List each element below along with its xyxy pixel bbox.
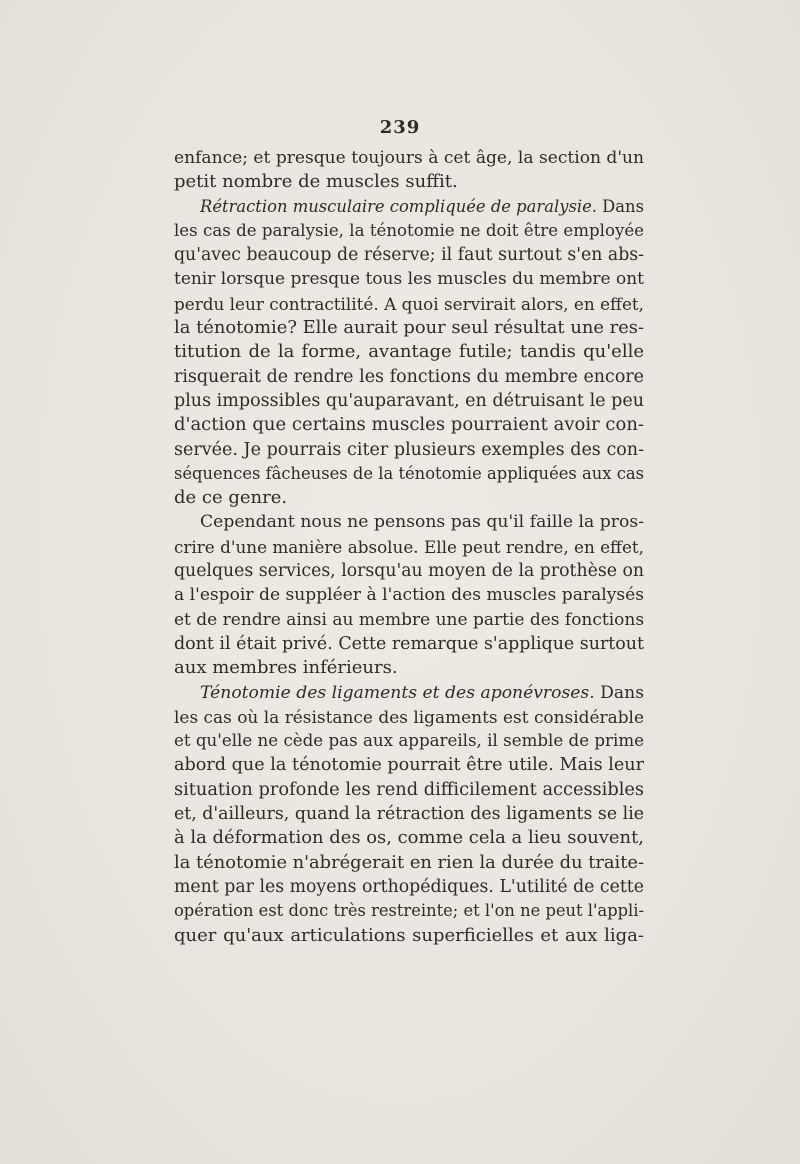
italic-heading: Rétraction musculaire compliquée de paralysie. <box>200 196 597 216</box>
text-segment: petit nombre de muscles suffit. <box>174 171 458 193</box>
text-segment: crire d'une manière absolue. Elle peut rendre, en effet, <box>174 536 644 557</box>
text-segment: situation profonde les rend difficilement accessibles <box>174 779 644 800</box>
text-line <box>174 559 644 583</box>
text-segment: la ténotomie n'abrégerait en rien la durée du traite- <box>174 851 644 873</box>
text-segment: Dans <box>596 196 644 216</box>
text-line <box>174 681 644 705</box>
text-segment: à la déformation des os, comme cela a lieu souvent, <box>174 827 644 849</box>
text-line <box>174 510 644 534</box>
text-segment: qu'avec beaucoup de réserve; il faut surtout s'en abs- <box>174 245 644 266</box>
text-line <box>174 316 644 340</box>
text-segment: enfance; et presque toujours à cet âge, la section d'un <box>174 148 644 168</box>
text-segment: de ce genre. <box>174 487 288 509</box>
text-line <box>174 365 644 389</box>
text-line <box>174 899 644 923</box>
text-segment: et, d'ailleurs, quand la rétraction des ligaments se lie <box>174 804 644 825</box>
text-segment: la ténotomie? Elle aurait pour seul résultat une res- <box>174 317 644 339</box>
text-segment: Dans <box>594 682 644 703</box>
text-line <box>174 535 644 559</box>
text-segment: et qu'elle ne cède pas aux appareils, il semble de prime <box>174 731 644 751</box>
text-line <box>174 924 644 948</box>
text-line <box>174 802 644 826</box>
text-line <box>174 389 644 413</box>
text-segment: aux membres inférieurs. <box>174 657 398 679</box>
text-segment: et de rendre ainsi au membre une partie des fonctions <box>174 609 645 630</box>
text-line <box>174 146 644 170</box>
text-line <box>174 608 644 632</box>
text-segment: servée. Je pourrais citer plusieurs exemples des con- <box>174 439 644 460</box>
text-segment: risquerait de rendre les fonctions du membre encore <box>174 366 644 387</box>
text-line <box>174 778 644 802</box>
text-line <box>174 705 644 729</box>
text-segment: Cependant nous ne pensons pas qu'il faille la pros- <box>200 512 644 533</box>
text-line <box>174 243 644 267</box>
text-segment: d'action que certains muscles pourraient avoir con- <box>174 414 644 436</box>
text-line <box>174 486 644 510</box>
text-line <box>174 219 644 243</box>
text-line <box>174 195 644 219</box>
text-segment: quer qu'aux articulations superficielles et aux liga- <box>174 924 644 946</box>
text-line <box>174 340 644 364</box>
text-segment: les cas de paralysie, la ténotomie ne doit être employée <box>174 220 644 240</box>
text-line <box>174 632 644 656</box>
text-segment: dont il était privé. Cette remarque s'applique surtout <box>174 633 644 654</box>
text-segment: abord que la ténotomie pourrait être utile. Mais leur <box>174 755 644 776</box>
italic-heading: Ténotomie des ligaments et des aponévroses. <box>200 682 595 703</box>
page-number: 239 <box>379 117 421 138</box>
text-segment: opération est donc très restreinte; et l'on ne peut l'appli- <box>174 901 644 921</box>
text-segment: les cas où la résistance des ligaments est considérable <box>174 706 644 727</box>
text-segment: perdu leur contractilité. A quoi servirait alors, en effet, <box>174 293 644 314</box>
body-text <box>174 146 644 948</box>
text-segment: séquences fâcheuses de la ténotomie appliquées aux cas <box>174 463 644 483</box>
text-line <box>174 656 644 680</box>
text-line <box>174 462 644 486</box>
text-line <box>174 292 644 316</box>
text-line <box>174 170 644 194</box>
text-segment: ment par les moyens orthopédiques. L'utilité de cette <box>174 876 644 897</box>
text-segment: tenir lorsque presque tous les muscles du membre ont <box>174 269 644 290</box>
text-line <box>174 583 644 607</box>
text-line <box>174 267 644 291</box>
text-segment: a l'espoir de suppléer à l'action des muscles paralysés <box>174 585 644 606</box>
text-segment: titution de la forme, avantage futile; tandis qu'elle <box>174 341 644 363</box>
text-line <box>174 753 644 777</box>
text-line <box>174 729 644 753</box>
text-line <box>174 826 644 850</box>
text-line <box>174 438 644 462</box>
text-line <box>174 875 644 899</box>
text-segment: plus impossibles qu'auparavant, en détruisant le peu <box>174 390 644 411</box>
text-line <box>174 851 644 875</box>
text-line <box>174 413 644 437</box>
text-segment: quelques services, lorsqu'au moyen de la prothèse on <box>174 561 644 582</box>
